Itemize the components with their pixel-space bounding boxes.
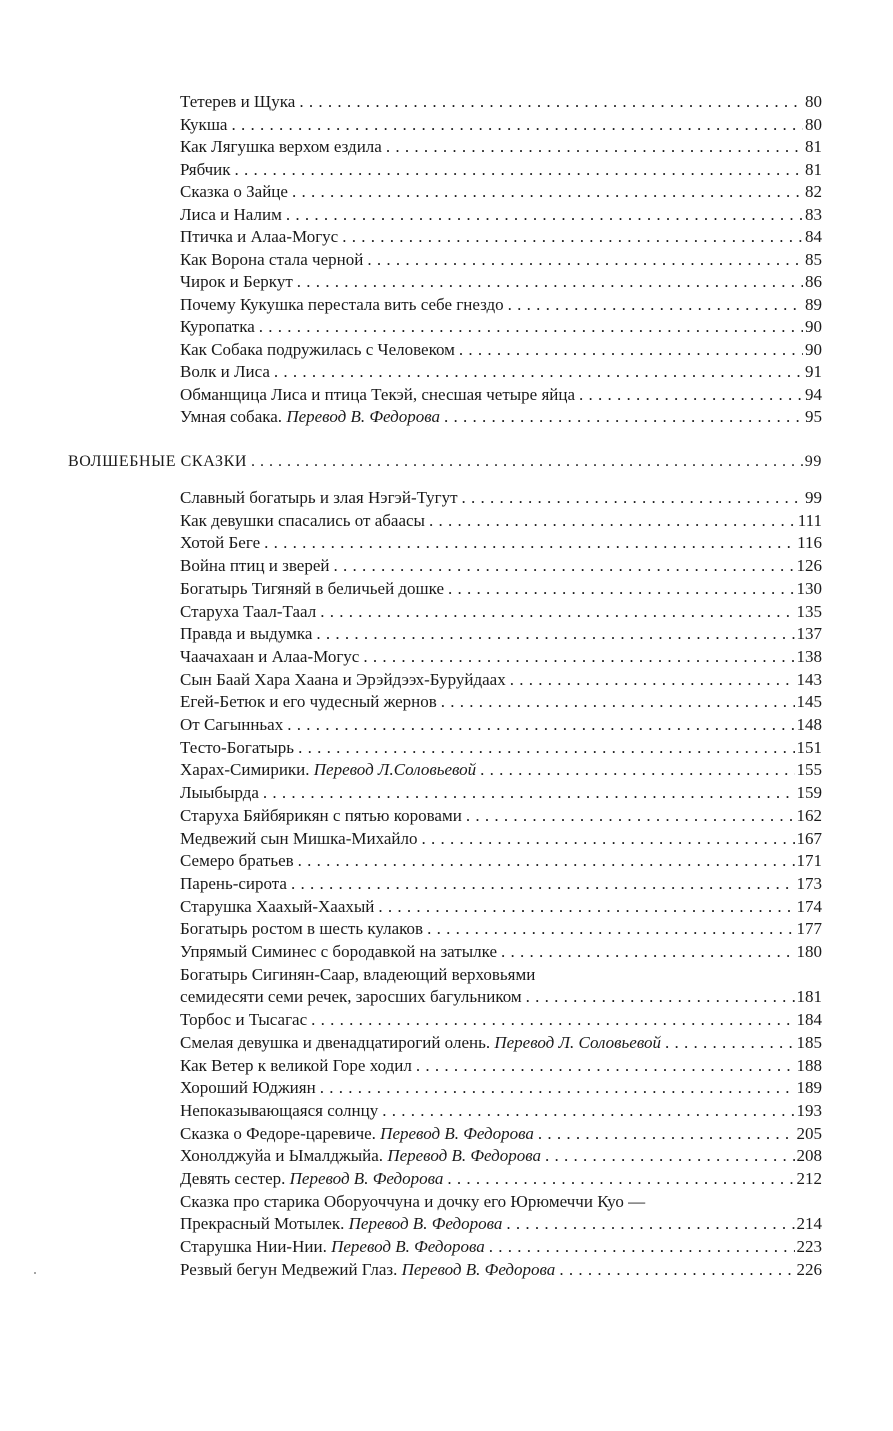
dot-leader	[447, 1168, 794, 1190]
toc-entry	[180, 361, 822, 383]
toc-entry-title	[180, 1191, 645, 1213]
dot-leader	[342, 226, 803, 248]
toc-entry	[180, 646, 822, 668]
dot-leader	[251, 451, 803, 473]
page-number: 212	[796, 1169, 822, 1188]
toc-entry-title	[180, 1100, 378, 1122]
toc-entry	[180, 91, 822, 113]
translator-credit: Перевод В. Федорова	[401, 1259, 556, 1279]
page-number: 180	[796, 942, 822, 961]
page-number: 148	[796, 715, 822, 734]
toc-entry-title	[180, 361, 270, 383]
page-number: 137	[796, 624, 822, 644]
entry-title-text: Куропатка	[180, 317, 255, 336]
toc-entry-title	[180, 896, 374, 918]
toc-entry	[180, 271, 822, 293]
page-number: 99	[804, 453, 822, 470]
entry-title-text: Егей-Бетюк и его чудесный жернов	[180, 692, 437, 712]
page-number: 82	[805, 182, 822, 201]
entry-title-text: Славный богатырь и злая Нэгэй-Тугут	[180, 488, 458, 507]
toc-entry	[180, 1191, 822, 1213]
page-number: 189	[796, 1078, 822, 1098]
page-number: 159	[796, 783, 822, 803]
dot-leader	[489, 1236, 795, 1258]
dot-leader	[421, 828, 794, 850]
toc-entry-title	[180, 805, 462, 827]
dot-leader	[264, 532, 795, 554]
entry-title-text: Рябчик	[180, 159, 231, 179]
entry-title-text: Богатырь Сигинян-Саар, владеющий верховьями	[180, 964, 536, 984]
dot-leader	[448, 578, 794, 600]
dot-leader	[480, 759, 794, 781]
toc-entry	[180, 873, 822, 895]
toc-entry	[180, 1236, 822, 1258]
page-number: 184	[796, 1010, 822, 1030]
toc-entry-title	[180, 601, 316, 623]
toc-entry-title	[180, 1236, 485, 1258]
page-number: 193	[796, 1100, 822, 1120]
translator-credit: Перевод Л. Соловьевой	[494, 1032, 661, 1052]
page-number: 80	[805, 114, 822, 134]
dot-leader	[506, 1213, 794, 1235]
entry-title-text: Тесто-Богатырь	[180, 737, 295, 757]
toc-entry-title	[180, 555, 329, 577]
toc-entry	[180, 782, 822, 804]
toc-entry-title	[180, 487, 458, 509]
toc-entry	[180, 316, 822, 338]
toc-entry	[180, 1032, 822, 1054]
dot-leader	[459, 339, 803, 361]
toc-entry-title	[180, 918, 423, 940]
page-number: 126	[796, 556, 822, 576]
page-number: 89	[805, 294, 822, 314]
dot-leader	[316, 623, 794, 645]
entry-title-text: Птичка и Алаа-Могус	[180, 227, 339, 246]
dot-leader	[416, 1055, 795, 1077]
entry-title-text: Прекрасный Мотылек.	[180, 1214, 345, 1234]
page-number: 111	[797, 510, 822, 530]
toc-entry	[180, 805, 822, 827]
page-number: 83	[805, 204, 822, 224]
entry-title-text: Сын Баай Хара Хаана и Эрэйдээх-Буруйдаах	[180, 669, 506, 689]
entry-title-text: От Сагынньах	[180, 715, 284, 734]
toc-entry	[180, 181, 822, 203]
entry-title-text: Кукша	[180, 114, 228, 134]
entry-title-text: Волк и Лиса	[180, 362, 270, 381]
entry-title-text: Парень-сирота	[180, 873, 287, 893]
page-number: 81	[805, 137, 822, 156]
entry-title-text: Почему Кукушка перестала вить себе гнездо	[180, 294, 504, 314]
toc-entry-title	[180, 249, 363, 271]
toc-entry-title	[180, 294, 504, 316]
dot-leader	[311, 1009, 794, 1031]
entry-title-text: Старуха Таал-Таал	[180, 601, 317, 621]
dot-leader	[579, 384, 803, 406]
toc-entry	[180, 1077, 822, 1099]
entry-title-text: Лыыбырда	[180, 783, 259, 803]
toc-entry	[180, 1009, 822, 1031]
toc-entry	[180, 737, 822, 759]
dot-leader	[367, 249, 803, 271]
dot-leader	[297, 271, 803, 293]
entry-title-text: Упрямый Симинес с бородавкой на затылке	[180, 942, 497, 961]
toc-entry	[180, 623, 822, 645]
toc-entry	[180, 532, 822, 554]
print-speck	[34, 1272, 36, 1274]
entry-title-text: Богатырь ростом в шесть кулаков	[180, 919, 424, 939]
toc-entry-title	[180, 1123, 534, 1145]
toc-entry	[180, 669, 822, 691]
page-number: 86	[805, 272, 822, 291]
dot-leader	[559, 1259, 794, 1281]
toc-entry	[180, 294, 822, 316]
toc-entry-title	[180, 114, 227, 136]
toc-entry-title	[180, 1077, 316, 1099]
page-number: 138	[796, 646, 822, 666]
page-number: 181	[796, 987, 822, 1007]
page-number: 173	[796, 873, 822, 893]
toc-entry	[180, 850, 822, 872]
dot-leader	[298, 737, 794, 759]
page-number: 99	[805, 488, 822, 507]
toc-entry-title	[180, 1213, 502, 1235]
dot-leader	[231, 114, 803, 136]
toc-entry-title	[180, 181, 288, 203]
toc-entry-title	[180, 782, 259, 804]
toc-entry-title	[180, 1032, 661, 1054]
entry-title-text: Как Лягушка верхом ездила	[180, 137, 382, 156]
toc-entry-title	[180, 204, 282, 226]
dot-leader	[320, 601, 794, 623]
toc-entry-title	[180, 691, 437, 713]
toc-entry-title	[68, 451, 247, 473]
toc-entry	[180, 896, 822, 918]
toc-entry-title	[180, 623, 312, 645]
toc-entry	[180, 759, 822, 781]
dot-leader	[444, 406, 803, 428]
toc-entry-title	[180, 406, 440, 428]
dot-leader	[363, 646, 794, 668]
entry-title-text: Война птиц и зверей	[180, 556, 330, 576]
page-number: 95	[805, 407, 822, 426]
entry-title-text: Чирок и Беркут	[180, 272, 293, 291]
dot-leader	[320, 1077, 795, 1099]
dot-leader	[386, 136, 803, 158]
translator-credit: Перевод Л.Соловьевой	[313, 760, 477, 780]
entry-title-text: Девять сестер.	[180, 1169, 286, 1188]
dot-leader	[508, 294, 803, 316]
page-number: 205	[796, 1123, 822, 1143]
toc-entry	[180, 159, 822, 181]
translator-credit: Перевод В. Федорова	[380, 1123, 534, 1143]
entry-title-text: Правда и выдумка	[180, 624, 313, 644]
toc-entry-title	[180, 828, 417, 850]
entry-title-text: Тетерев и Щука	[180, 92, 296, 111]
toc-entry	[180, 986, 822, 1008]
entry-title-text: Медвежий сын Мишка-Михайло	[180, 828, 418, 848]
entry-title-text: Как девушки спасались от абаасы	[180, 510, 425, 530]
toc-entry	[180, 406, 822, 428]
dot-leader	[538, 1123, 795, 1145]
translator-credit: Перевод В. Федорова	[289, 1169, 444, 1188]
entry-title-text: Старушка Нии-Нии.	[180, 1237, 327, 1257]
toc-entry	[180, 1259, 822, 1281]
dot-leader	[545, 1145, 794, 1167]
page-number: 167	[796, 828, 822, 848]
entry-title-text: Лиса и Налим	[180, 204, 282, 224]
toc-entry-title	[180, 1259, 555, 1281]
toc-entry	[180, 1168, 822, 1190]
dot-leader	[466, 805, 795, 827]
entry-title-text: Богатырь Тигяняй в беличьей дошке	[180, 578, 445, 598]
toc-entry-title	[180, 941, 497, 963]
toc-entry	[180, 226, 822, 248]
page-number: 81	[805, 159, 822, 179]
toc-entry	[180, 555, 822, 577]
toc-entry-title	[180, 271, 293, 293]
page-number: 91	[805, 362, 822, 381]
dot-leader	[287, 714, 794, 736]
dot-leader	[286, 204, 803, 226]
toc-entry-title	[180, 159, 231, 181]
entry-title-text: Торбос и Тысагас	[180, 1010, 308, 1030]
page-number: 143	[796, 669, 822, 689]
toc-entry-title	[180, 578, 444, 600]
toc-entry-title	[180, 1009, 307, 1031]
page-number: 116	[797, 533, 822, 553]
entry-title-text: Сказка про старика Оборуоччуна и дочку его Юрюмеччи Куо —	[180, 1191, 646, 1211]
translator-credit: Перевод В. Федорова	[286, 407, 441, 426]
toc-entry	[180, 828, 822, 850]
dot-leader	[291, 873, 795, 895]
toc-entry	[68, 451, 822, 473]
dot-leader	[501, 941, 795, 963]
toc-entry	[180, 114, 822, 136]
toc-entry-title	[180, 986, 522, 1008]
toc-entry	[180, 510, 822, 532]
toc-entry	[180, 204, 822, 226]
toc-entry-title	[180, 339, 455, 361]
toc-entry	[180, 601, 822, 623]
dot-leader	[263, 782, 795, 804]
dot-leader	[333, 555, 794, 577]
dot-leader	[235, 159, 803, 181]
toc-entry-title	[180, 964, 535, 986]
entry-title-text: Старуха Бяйбярикян с пятью коровами	[180, 805, 462, 825]
translator-credit: Перевод В. Федорова	[348, 1214, 503, 1234]
page-number: 130	[796, 578, 822, 598]
toc-entry	[180, 136, 822, 158]
page-number: 162	[796, 805, 822, 825]
entry-title-text: Как Ветер к великой Горе ходил	[180, 1055, 412, 1075]
page-number: 145	[796, 692, 822, 712]
entry-title-text: Непоказывающаяся солнцу	[180, 1100, 379, 1120]
page-number: 155	[796, 760, 822, 780]
toc-entry-title	[180, 226, 338, 248]
dot-leader	[441, 691, 795, 713]
toc-entry-title	[180, 91, 295, 113]
page-number: 90	[805, 317, 822, 336]
toc-entry	[180, 339, 822, 361]
dot-leader	[259, 316, 803, 338]
page-number: 94	[805, 384, 822, 404]
entry-title-text: Смелая девушка и двенадцатирогий олень.	[180, 1032, 491, 1052]
entry-title-text: Умная собака.	[180, 407, 283, 426]
page-number: 177	[796, 919, 822, 939]
page-number: 223	[796, 1237, 822, 1257]
toc-entry-title	[180, 714, 283, 736]
dot-leader	[378, 896, 794, 918]
entry-title-text: Как Собака подружилась с Человеком	[180, 339, 455, 359]
toc-entry-title	[180, 737, 294, 759]
toc-entry-title	[180, 532, 260, 554]
toc-entry	[180, 1100, 822, 1122]
toc-entry	[180, 384, 822, 406]
toc-entry-title	[180, 759, 476, 781]
dot-leader	[299, 91, 803, 113]
entry-title-text: Сказка о Зайце	[180, 182, 288, 201]
toc-entry	[180, 1055, 822, 1077]
entry-title-text: Семеро братьев	[180, 851, 294, 871]
toc-entry-title	[180, 1168, 443, 1190]
entry-title-text: Хонолджуйа и Ымалджыйа.	[180, 1146, 384, 1166]
entry-title-text: семидесяти семи речек, заросших багульником	[180, 987, 522, 1007]
page-number: 188	[796, 1055, 822, 1075]
toc-entry	[180, 1123, 822, 1145]
toc-entry-title	[180, 873, 287, 895]
entry-title-text: Сказка о Федоре-царевиче.	[180, 1123, 376, 1143]
page-number: 185	[796, 1032, 822, 1052]
translator-credit: Перевод В. Федорова	[387, 1146, 542, 1166]
dot-leader	[292, 181, 803, 203]
entry-title-text: Как Ворона стала черной	[180, 249, 364, 269]
page-number: 151	[796, 737, 822, 757]
dot-leader	[298, 850, 795, 872]
dot-leader	[274, 361, 803, 383]
entry-title-text: Резвый бегун Медвежий Глаз.	[180, 1259, 398, 1279]
page-number: 84	[805, 227, 822, 246]
dot-leader	[429, 510, 796, 532]
dot-leader	[526, 986, 795, 1008]
toc-entry-title	[180, 850, 294, 872]
toc-entry-title	[180, 669, 506, 691]
dot-leader	[462, 487, 803, 509]
toc-entry	[180, 487, 822, 509]
entry-title-text: Старушка Хаахый-Хаахый	[180, 896, 375, 916]
page-number: 208	[796, 1146, 822, 1166]
entry-title-text: Чаачахаан и Алаа-Могус	[180, 646, 360, 666]
dot-leader	[427, 918, 794, 940]
page-number: 174	[796, 896, 822, 916]
toc-entry-title	[180, 136, 382, 158]
toc-entry	[180, 249, 822, 271]
toc-entry	[180, 691, 822, 713]
toc-entry-title	[180, 510, 425, 532]
dot-leader	[510, 669, 795, 691]
toc-entry	[180, 941, 822, 963]
toc-entry-title	[180, 384, 575, 406]
toc-entry	[180, 918, 822, 940]
toc-entry	[180, 1213, 822, 1235]
page-number: 85	[805, 249, 822, 269]
page-number: 90	[805, 339, 822, 359]
page-number: 135	[796, 601, 822, 621]
toc-entry-title	[180, 1145, 541, 1167]
page-number: 171	[796, 851, 822, 871]
toc-entry-title	[180, 646, 359, 668]
toc-entry	[180, 578, 822, 600]
entry-title-text: Обманщица Лиса и птица Текэй, снесшая четыре яйца	[180, 384, 576, 404]
translator-credit: Перевод В. Федорова	[331, 1237, 485, 1257]
dot-leader	[382, 1100, 794, 1122]
entry-title-text: Харах-Симирики.	[180, 760, 310, 780]
page-number: 226	[796, 1259, 822, 1279]
entry-title-text: ВОЛШЕБНЫЕ СКАЗКИ	[68, 453, 248, 470]
toc-entry	[180, 964, 822, 986]
page-number: 80	[805, 92, 822, 111]
entry-title-text: Хороший Юджиян	[180, 1078, 316, 1098]
toc-entry	[180, 1145, 822, 1167]
dot-leader	[665, 1032, 795, 1054]
page-number: 214	[796, 1214, 822, 1234]
toc-entry-title	[180, 316, 255, 338]
entry-title-text: Хотой Беге	[180, 533, 261, 553]
toc-entry-title	[180, 1055, 412, 1077]
toc-entry	[180, 714, 822, 736]
